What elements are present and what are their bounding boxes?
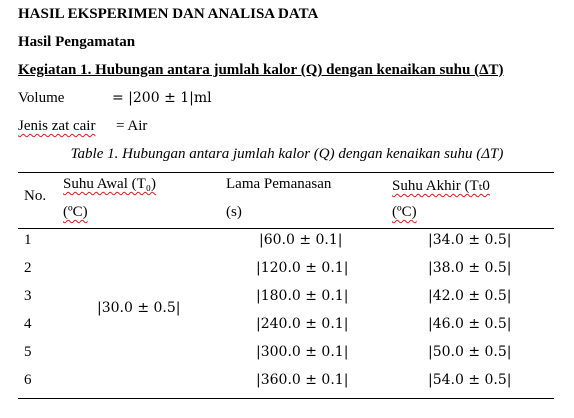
volume-label: Volume — [18, 90, 65, 106]
row-no: 4 — [24, 316, 32, 332]
table-header-rule — [18, 228, 554, 229]
liquid-label: Jenis zat cair — [18, 118, 96, 134]
row-no: 2 — [24, 260, 32, 276]
header-no: No. — [24, 188, 47, 204]
row-heating-time: |120.0 ± 0.1| — [256, 260, 349, 276]
row-heating-time: |360.0 ± 0.1| — [256, 372, 349, 388]
initial-temp-value: |30.0 ± 0.5| — [97, 300, 181, 316]
row-final-temp: |42.0 ± 0.5| — [428, 288, 512, 304]
row-heating-time: |300.0 ± 0.1| — [256, 344, 349, 360]
row-heating-time: |60.0 ± 0.1| — [259, 232, 343, 248]
row-final-temp: |50.0 ± 0.5| — [428, 344, 512, 360]
row-heating-time: |180.0 ± 0.1| — [256, 288, 349, 304]
row-no: 3 — [24, 288, 32, 304]
row-final-temp: |46.0 ± 0.5| — [428, 316, 512, 332]
header-heating-time-unit: (s) — [226, 204, 242, 220]
table-top-rule — [18, 172, 554, 173]
row-no: 1 — [24, 232, 32, 248]
row-heating-time: |240.0 ± 0.1| — [256, 316, 349, 332]
volume-line — [18, 90, 212, 107]
header-final-temp-unit: (ºC) — [392, 204, 417, 220]
row-no: 6 — [24, 372, 32, 388]
row-no: 5 — [24, 344, 32, 360]
activity-title-text: Kegiatan 1. Hubungan antara jumlah kalor (Q) dengan kenaikan suhu (ΔT) — [18, 62, 504, 78]
header-final-temp: Suhu Akhir (Tₜ0 — [392, 178, 490, 194]
row-final-temp: |34.0 ± 0.5| — [428, 232, 512, 248]
table-caption: Table 1. Hubungan antara jumlah kalor (Q) dengan kenaikan suhu (ΔT) — [70, 146, 504, 162]
volume-value: = |200 ± 1|ml — [112, 90, 212, 106]
liquid-line — [18, 118, 147, 135]
document-heading: HASIL EKSPERIMEN DAN ANALISA DATA — [18, 6, 319, 22]
row-final-temp: |38.0 ± 0.5| — [428, 260, 512, 276]
section-subheading: Hasil Pengamatan — [18, 34, 136, 50]
activity-title — [18, 62, 504, 79]
row-final-temp: |54.0 ± 0.5| — [428, 372, 512, 388]
header-initial-temp-unit: (ºC) — [63, 204, 88, 220]
header-heating-time: Lama Pemanasan — [226, 176, 332, 192]
header-initial-temp: Suhu Awal (T₀) — [63, 176, 157, 192]
table-bottom-rule — [18, 398, 554, 399]
liquid-value: = Air — [116, 118, 148, 134]
